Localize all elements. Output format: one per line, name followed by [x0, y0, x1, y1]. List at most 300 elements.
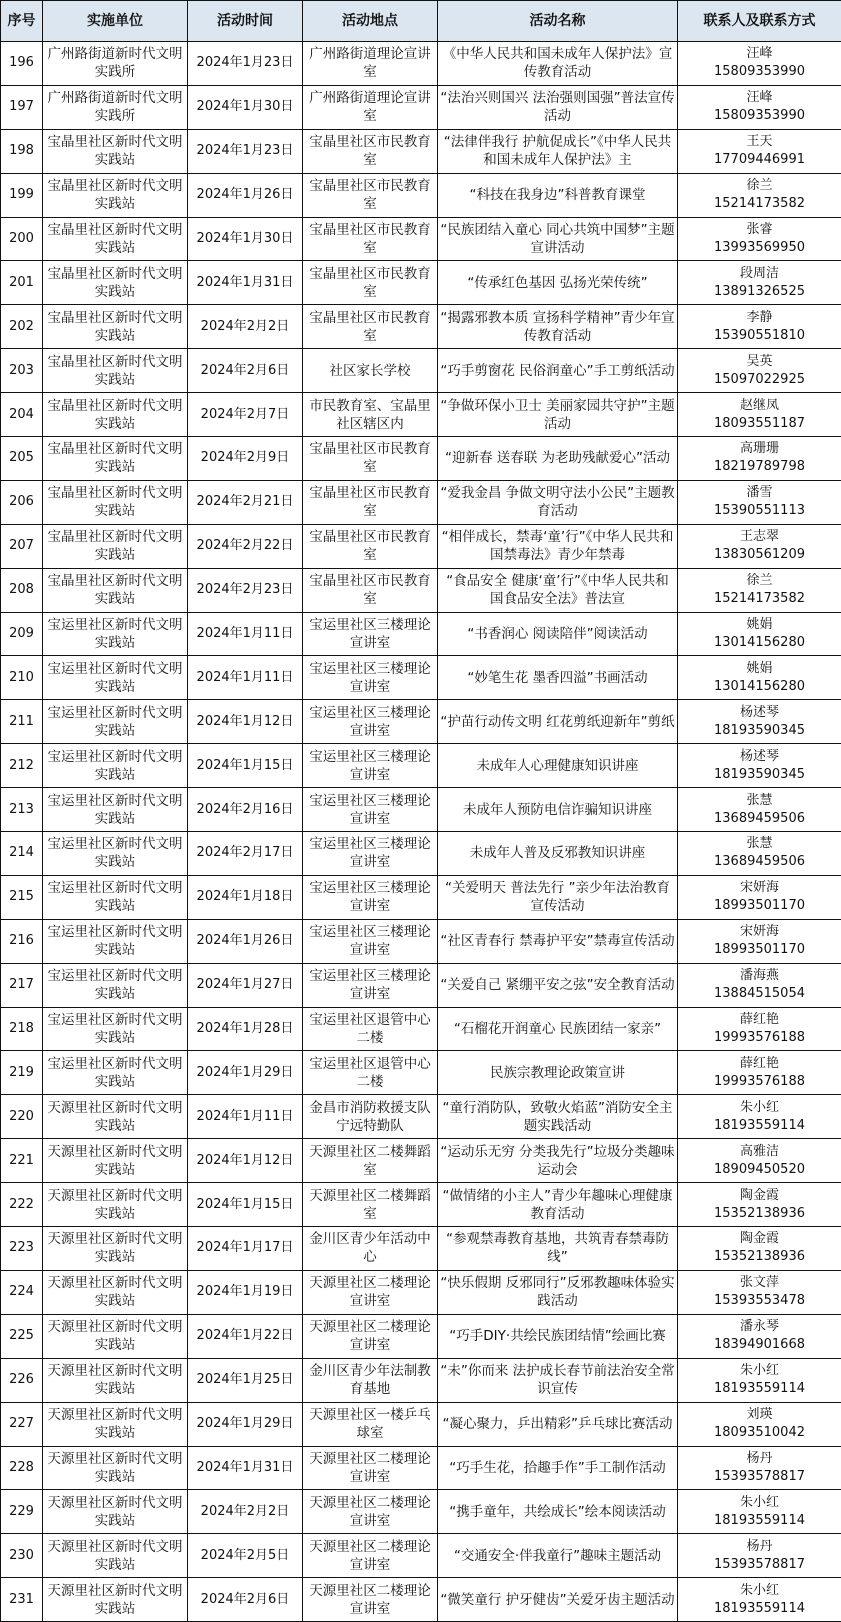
table-row [1, 963, 841, 1007]
row-contact [678, 1095, 841, 1139]
row-unit: 天源里社区新时代文明实践站 [43, 1578, 188, 1622]
row-activity-name [438, 1051, 678, 1095]
table-row [1, 832, 841, 876]
contact-phone: 15390551810 [680, 327, 839, 345]
table-row [1, 393, 841, 437]
row-activity-name [438, 349, 678, 393]
table-row [1, 1358, 841, 1402]
row-index: 214 [1, 832, 43, 876]
activity-name-text: 未成年人预防电信诈骗知识讲座 [440, 801, 675, 819]
row-contact [678, 1314, 841, 1358]
row-contact [678, 1227, 841, 1271]
row-date: 2024年1月22日 [188, 1314, 303, 1358]
row-unit: 宝晶里社区新时代文明实践站 [43, 524, 188, 568]
row-activity-name [438, 612, 678, 656]
row-date: 2024年1月17日 [188, 1227, 303, 1271]
activity-name-text: “未”你而来 法护成长春节前法治安全常识宣传 [440, 1362, 675, 1398]
row-date: 2024年2月5日 [188, 1534, 303, 1578]
row-contact [678, 1358, 841, 1402]
row-date: 2024年2月6日 [188, 1578, 303, 1622]
row-date: 2024年2月16日 [188, 788, 303, 832]
activity-name-text: “民族团结入童心 同心共筑中国梦”主题宣讲活动 [440, 221, 675, 257]
row-activity-name [438, 832, 678, 876]
row-unit: 宝运里社区新时代文明实践站 [43, 744, 188, 788]
activity-name-text: 民族宗教理论政策宣讲 [440, 1064, 675, 1082]
row-contact [678, 1402, 841, 1446]
row-date: 2024年1月25日 [188, 1358, 303, 1402]
row-index: 219 [1, 1051, 43, 1095]
row-activity-name [438, 480, 678, 524]
row-unit: 天源里社区新时代文明实践站 [43, 1402, 188, 1446]
header-place: 活动地点 [303, 1, 438, 42]
contact-phone: 13884515054 [680, 985, 839, 1003]
contact-person: 汪峰 [680, 45, 839, 63]
contact-person: 吴英 [680, 353, 839, 371]
contact-person: 姚娟 [680, 616, 839, 634]
contact-person: 刘瑛 [680, 1406, 839, 1424]
row-index: 196 [1, 42, 43, 86]
row-place: 宝晶里社区市民教育室 [303, 129, 438, 173]
row-activity-name [438, 1314, 678, 1358]
contact-phone: 18993501170 [680, 941, 839, 959]
row-index: 211 [1, 700, 43, 744]
row-date: 2024年2月22日 [188, 524, 303, 568]
contact-person: 王天 [680, 133, 839, 151]
table-row [1, 656, 841, 700]
row-place: 宝运里社区三楼理论宣讲室 [303, 788, 438, 832]
row-place: 宝运里社区三楼理论宣讲室 [303, 700, 438, 744]
row-index: 205 [1, 437, 43, 481]
contact-person: 徐兰 [680, 177, 839, 195]
activity-name-text: “妙笔生花 墨香四溢”书画活动 [440, 669, 675, 687]
row-unit: 宝晶里社区新时代文明实践站 [43, 393, 188, 437]
row-unit: 天源里社区新时代文明实践站 [43, 1446, 188, 1490]
header-index: 序号 [1, 1, 43, 42]
table-row [1, 1007, 841, 1051]
table-row [1, 1534, 841, 1578]
row-activity-name [438, 919, 678, 963]
activity-name-text: “参观禁毒教育基地，共筑青春禁毒防线” [440, 1230, 675, 1266]
contact-person: 姚娟 [680, 660, 839, 678]
table-row [1, 349, 841, 393]
table-row [1, 1095, 841, 1139]
row-place: 宝运里社区三楼理论宣讲室 [303, 832, 438, 876]
contact-person: 陶金霞 [680, 1230, 839, 1248]
activity-name-text: “传承红色基因 弘扬光荣传统” [440, 274, 675, 292]
row-place: 天源里社区二楼理论宣讲室 [303, 1314, 438, 1358]
contact-phone: 17709446991 [680, 151, 839, 169]
table-row [1, 480, 841, 524]
contact-phone: 13830561209 [680, 546, 839, 564]
row-place: 宝运里社区三楼理论宣讲室 [303, 919, 438, 963]
row-activity-name [438, 524, 678, 568]
contact-person: 张慧 [680, 835, 839, 853]
row-contact [678, 1183, 841, 1227]
contact-phone: 15214173582 [680, 590, 839, 608]
row-place: 宝运里社区三楼理论宣讲室 [303, 612, 438, 656]
row-unit: 宝运里社区新时代文明实践站 [43, 1051, 188, 1095]
row-place: 宝运里社区退管中心二楼 [303, 1007, 438, 1051]
table-row [1, 744, 841, 788]
contact-person: 宋妍海 [680, 879, 839, 897]
activity-name-text: “社区青春行 禁毒护平安”禁毒宣传活动 [440, 932, 675, 950]
row-place: 宝运里社区退管中心二楼 [303, 1051, 438, 1095]
row-date: 2024年1月11日 [188, 1095, 303, 1139]
row-date: 2024年1月30日 [188, 85, 303, 129]
row-unit: 宝晶里社区新时代文明实践站 [43, 173, 188, 217]
contact-phone: 15809353990 [680, 63, 839, 81]
row-unit: 天源里社区新时代文明实践站 [43, 1095, 188, 1139]
header-date: 活动时间 [188, 1, 303, 42]
row-unit: 宝运里社区新时代文明实践站 [43, 700, 188, 744]
row-index: 209 [1, 612, 43, 656]
contact-phone: 13014156280 [680, 634, 839, 652]
row-place: 宝晶里社区市民教育室 [303, 261, 438, 305]
row-index: 231 [1, 1578, 43, 1622]
row-date: 2024年2月2日 [188, 1490, 303, 1534]
row-unit: 天源里社区新时代文明实践站 [43, 1534, 188, 1578]
row-activity-name [438, 875, 678, 919]
row-unit: 宝运里社区新时代文明实践站 [43, 788, 188, 832]
contact-phone: 15352138936 [680, 1248, 839, 1266]
row-place: 广州路街道理论宣讲室 [303, 85, 438, 129]
table-row [1, 1227, 841, 1271]
row-index: 220 [1, 1095, 43, 1139]
row-unit: 宝运里社区新时代文明实践站 [43, 612, 188, 656]
row-unit: 天源里社区新时代文明实践站 [43, 1358, 188, 1402]
activity-name-text: “科技在我身边”科普教育课堂 [440, 186, 675, 204]
row-unit: 宝运里社区新时代文明实践站 [43, 963, 188, 1007]
header-contact: 联系人及联系方式 [678, 1, 841, 42]
row-activity-name [438, 217, 678, 261]
row-date: 2024年1月28日 [188, 1007, 303, 1051]
activity-name-text: “揭露邪教本质 宣扬科学精神”青少年宣传教育活动 [440, 309, 675, 345]
row-date: 2024年2月7日 [188, 393, 303, 437]
table-row [1, 85, 841, 129]
contact-phone: 13689459506 [680, 810, 839, 828]
row-index: 213 [1, 788, 43, 832]
contact-phone: 13014156280 [680, 678, 839, 696]
activity-name-text: “食品安全 健康‘童’行”《中华人民共和国食品安全法》普法宣 [440, 572, 675, 608]
row-contact [678, 1490, 841, 1534]
contact-person: 高珊珊 [680, 440, 839, 458]
activity-name-text: “法治兴则国兴 法治强则国强”普法宣传活动 [440, 89, 675, 125]
activity-name-text: “爱我金昌 争做文明守法小公民”主题教育活动 [440, 484, 675, 520]
table-row [1, 1270, 841, 1314]
contact-person: 潘雪 [680, 484, 839, 502]
contact-phone: 19993576188 [680, 1029, 839, 1047]
row-date: 2024年2月9日 [188, 437, 303, 481]
row-unit: 宝晶里社区新时代文明实践站 [43, 349, 188, 393]
row-date: 2024年1月30日 [188, 217, 303, 261]
row-place: 宝晶里社区市民教育室 [303, 305, 438, 349]
row-date: 2024年2月21日 [188, 480, 303, 524]
row-activity-name [438, 42, 678, 86]
row-contact [678, 1446, 841, 1490]
row-place: 宝晶里社区市民教育室 [303, 568, 438, 612]
row-activity-name [438, 656, 678, 700]
activity-name-text: “书香润心 阅读陪伴”阅读活动 [440, 625, 675, 643]
row-date: 2024年1月31日 [188, 261, 303, 305]
table-row [1, 524, 841, 568]
row-activity-name [438, 744, 678, 788]
row-index: 203 [1, 349, 43, 393]
row-index: 215 [1, 875, 43, 919]
contact-person: 赵继凤 [680, 397, 839, 415]
row-date: 2024年1月31日 [188, 1446, 303, 1490]
contact-person: 段周洁 [680, 265, 839, 283]
row-index: 199 [1, 173, 43, 217]
row-index: 210 [1, 656, 43, 700]
row-unit: 宝晶里社区新时代文明实践站 [43, 217, 188, 261]
contact-person: 杨丹 [680, 1450, 839, 1468]
row-index: 222 [1, 1183, 43, 1227]
row-activity-name [438, 129, 678, 173]
row-place: 宝运里社区三楼理论宣讲室 [303, 875, 438, 919]
row-contact [678, 963, 841, 1007]
row-contact [678, 173, 841, 217]
activity-name-text: “巧手生花，拾趣手作”手工制作活动 [440, 1459, 675, 1477]
contact-person: 张睿 [680, 221, 839, 239]
row-unit: 天源里社区新时代文明实践站 [43, 1183, 188, 1227]
contact-phone: 15390551113 [680, 502, 839, 520]
row-date: 2024年1月18日 [188, 875, 303, 919]
contact-phone: 18093551187 [680, 415, 839, 433]
row-place: 金昌市消防救援支队宁远特勤队 [303, 1095, 438, 1139]
activity-name-text: “关爱自己 紧绷平安之弦”安全教育活动 [440, 976, 675, 994]
contact-phone: 18909450520 [680, 1161, 839, 1179]
row-activity-name [438, 1095, 678, 1139]
row-unit: 广州路街道新时代文明实践所 [43, 85, 188, 129]
row-contact [678, 875, 841, 919]
activity-name-text: “护苗行动传文明 红花剪纸迎新年”剪纸 [440, 713, 675, 731]
contact-person: 杨述琴 [680, 704, 839, 722]
row-unit: 宝晶里社区新时代文明实践站 [43, 305, 188, 349]
row-place: 天源里社区二楼理论宣讲室 [303, 1270, 438, 1314]
row-date: 2024年1月26日 [188, 173, 303, 217]
row-activity-name [438, 1446, 678, 1490]
row-contact [678, 480, 841, 524]
row-date: 2024年1月12日 [188, 700, 303, 744]
contact-phone: 18093510042 [680, 1424, 839, 1442]
row-contact [678, 656, 841, 700]
row-activity-name [438, 1534, 678, 1578]
row-place: 市民教育室、宝晶里社区辖区内 [303, 393, 438, 437]
contact-phone: 18193559114 [680, 1117, 839, 1135]
row-unit: 宝晶里社区新时代文明实践站 [43, 129, 188, 173]
contact-person: 李静 [680, 309, 839, 327]
row-activity-name [438, 393, 678, 437]
contact-phone: 18193559114 [680, 1380, 839, 1398]
contact-person: 朱小红 [680, 1099, 839, 1117]
row-index: 216 [1, 919, 43, 963]
activity-name-text: 《中华人民共和国未成年人保护法》宣传教育活动 [440, 45, 675, 81]
activity-name-text: “石榴花开润童心 民族团结一家亲” [440, 1020, 675, 1038]
row-index: 228 [1, 1446, 43, 1490]
row-place: 广州路街道理论宣讲室 [303, 42, 438, 86]
table-row [1, 919, 841, 963]
table-row [1, 1139, 841, 1183]
contact-person: 薛红艳 [680, 1011, 839, 1029]
table-row [1, 217, 841, 261]
row-contact [678, 832, 841, 876]
activity-name-text: 未成年人普及反邪教知识讲座 [440, 844, 675, 862]
contact-person: 潘永琴 [680, 1318, 839, 1336]
contact-phone: 15393578817 [680, 1556, 839, 1574]
row-place: 天源里社区二楼舞蹈室 [303, 1139, 438, 1183]
table-row [1, 261, 841, 305]
table-row [1, 173, 841, 217]
table-row [1, 1183, 841, 1227]
row-index: 212 [1, 744, 43, 788]
row-index: 227 [1, 1402, 43, 1446]
contact-phone: 15352138936 [680, 1205, 839, 1223]
row-unit: 宝运里社区新时代文明实践站 [43, 875, 188, 919]
row-date: 2024年1月15日 [188, 744, 303, 788]
activity-name-text: “巧手DIY·共绘民族团结情”绘画比赛 [440, 1327, 675, 1345]
table-row [1, 1490, 841, 1534]
contact-phone: 18193559114 [680, 1512, 839, 1530]
row-date: 2024年2月2日 [188, 305, 303, 349]
row-date: 2024年1月23日 [188, 42, 303, 86]
activity-name-text: “关爱明天 普法先行 ”亲少年法治教育宣传活动 [440, 879, 675, 915]
contact-person: 薛红艳 [680, 1055, 839, 1073]
row-activity-name [438, 700, 678, 744]
row-index: 230 [1, 1534, 43, 1578]
row-place: 社区家长学校 [303, 349, 438, 393]
row-place: 宝运里社区三楼理论宣讲室 [303, 744, 438, 788]
row-unit: 天源里社区新时代文明实践站 [43, 1314, 188, 1358]
activity-name-text: “巧手剪窗花 民俗润童心”手工剪纸活动 [440, 362, 675, 380]
row-activity-name [438, 1227, 678, 1271]
header-unit: 实施单位 [43, 1, 188, 42]
row-activity-name [438, 788, 678, 832]
row-index: 226 [1, 1358, 43, 1402]
activity-name-text: “运动乐无穷 分类我先行”垃圾分类趣味运动会 [440, 1143, 675, 1179]
row-contact [678, 85, 841, 129]
row-index: 204 [1, 393, 43, 437]
row-index: 197 [1, 85, 43, 129]
row-contact [678, 42, 841, 86]
row-activity-name [438, 85, 678, 129]
activity-name-text: “迎新春 送春联 为老助残献爱心”活动 [440, 449, 675, 467]
row-activity-name [438, 568, 678, 612]
row-index: 198 [1, 129, 43, 173]
row-unit: 天源里社区新时代文明实践站 [43, 1227, 188, 1271]
row-activity-name [438, 261, 678, 305]
row-date: 2024年2月23日 [188, 568, 303, 612]
row-date: 2024年1月26日 [188, 919, 303, 963]
row-unit: 广州路街道新时代文明实践所 [43, 42, 188, 86]
contact-person: 张文萍 [680, 1274, 839, 1292]
table-row [1, 1402, 841, 1446]
row-place: 天源里社区二楼理论宣讲室 [303, 1534, 438, 1578]
row-date: 2024年1月23日 [188, 129, 303, 173]
row-unit: 天源里社区新时代文明实践站 [43, 1270, 188, 1314]
row-contact [678, 1007, 841, 1051]
row-contact [678, 129, 841, 173]
contact-person: 汪峰 [680, 89, 839, 107]
contact-person: 张慧 [680, 792, 839, 810]
activity-name-text: “快乐假期 反邪同行”反邪教趣味体验实践活动 [440, 1274, 675, 1310]
header-activity-name: 活动名称 [438, 1, 678, 42]
contact-person: 潘海燕 [680, 967, 839, 985]
row-activity-name [438, 1358, 678, 1402]
activity-name-text: “微笑童行 护牙健齿”关爱牙齿主题活动 [440, 1591, 675, 1609]
table-row [1, 568, 841, 612]
table-row [1, 437, 841, 481]
contact-phone: 18993501170 [680, 897, 839, 915]
row-activity-name [438, 1139, 678, 1183]
contact-phone: 19993576188 [680, 1073, 839, 1091]
row-contact [678, 1270, 841, 1314]
row-place: 宝晶里社区市民教育室 [303, 437, 438, 481]
row-activity-name [438, 1007, 678, 1051]
contact-person: 朱小红 [680, 1494, 839, 1512]
activity-name-text: 未成年人心理健康知识讲座 [440, 757, 675, 775]
activity-name-text: “相伴成长，禁毒‘童’行”《中华人民共和国禁毒法》青少年禁毒 [440, 528, 675, 564]
row-date: 2024年1月19日 [188, 1270, 303, 1314]
row-index: 200 [1, 217, 43, 261]
table-row [1, 42, 841, 86]
row-contact [678, 568, 841, 612]
contact-phone: 18193590345 [680, 766, 839, 784]
row-index: 224 [1, 1270, 43, 1314]
contact-phone: 18219789798 [680, 458, 839, 476]
contact-phone: 18394901668 [680, 1336, 839, 1354]
row-date: 2024年1月11日 [188, 656, 303, 700]
table-row [1, 612, 841, 656]
contact-phone: 13689459506 [680, 853, 839, 871]
row-place: 宝晶里社区市民教育室 [303, 173, 438, 217]
contact-phone: 15393578817 [680, 1468, 839, 1486]
row-unit: 宝运里社区新时代文明实践站 [43, 919, 188, 963]
row-place: 宝晶里社区市民教育室 [303, 480, 438, 524]
row-date: 2024年1月29日 [188, 1402, 303, 1446]
row-index: 225 [1, 1314, 43, 1358]
contact-phone: 15097022925 [680, 371, 839, 389]
row-activity-name [438, 1270, 678, 1314]
table-row [1, 1051, 841, 1095]
contact-person: 高雅洁 [680, 1143, 839, 1161]
row-contact [678, 305, 841, 349]
contact-phone: 13993569950 [680, 239, 839, 257]
row-place: 金川区青少年法制教育基地 [303, 1358, 438, 1402]
row-date: 2024年1月29日 [188, 1051, 303, 1095]
activity-name-text: “童行消防队，致敬火焰蓝”消防安全主题实践活动 [440, 1099, 675, 1135]
contact-person: 杨丹 [680, 1538, 839, 1556]
row-activity-name [438, 1402, 678, 1446]
row-contact [678, 1051, 841, 1095]
activity-name-text: “做情绪的小主人”青少年趣味心理健康教育活动 [440, 1187, 675, 1223]
row-place: 天源里社区二楼理论宣讲室 [303, 1578, 438, 1622]
activity-name-text: “交通安全·伴我童行”趣味主题活动 [440, 1547, 675, 1565]
contact-person: 王志翠 [680, 528, 839, 546]
contact-phone: 13891326525 [680, 283, 839, 301]
contact-person: 宋妍海 [680, 923, 839, 941]
row-activity-name [438, 963, 678, 1007]
row-contact [678, 349, 841, 393]
header-row [1, 1, 841, 42]
table-row [1, 788, 841, 832]
row-unit: 宝运里社区新时代文明实践站 [43, 656, 188, 700]
row-unit: 宝运里社区新时代文明实践站 [43, 832, 188, 876]
row-date: 2024年1月12日 [188, 1139, 303, 1183]
row-unit: 宝晶里社区新时代文明实践站 [43, 568, 188, 612]
contact-person: 杨述琴 [680, 748, 839, 766]
contact-phone: 18193559114 [680, 1600, 839, 1618]
row-contact [678, 261, 841, 305]
